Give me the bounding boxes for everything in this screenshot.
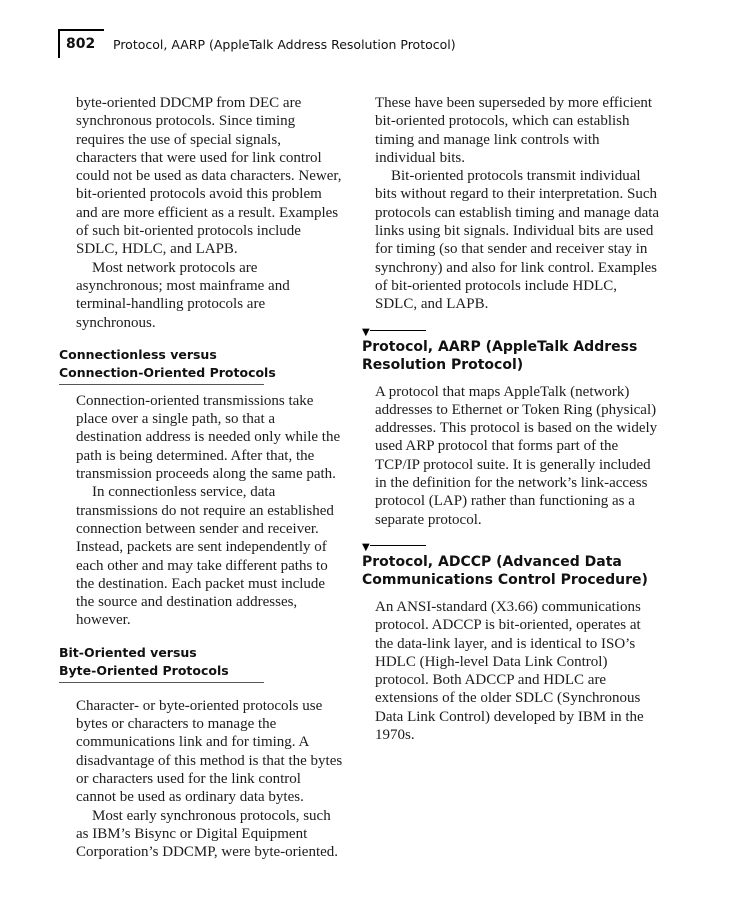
left-column [59, 94, 344, 861]
entry-heading [362, 553, 662, 590]
section-heading-rule [59, 682, 264, 683]
entry-body [362, 598, 662, 744]
section-heading-rule [59, 384, 264, 385]
paragraph: Most early synchronous protocols, such as IBM’s Bisync or Digital Equipment Corporation’s DDCMP, were byte-oriented. [76, 807, 339, 861]
paragraph: byte-oriented DDCMP from DEC are synchronous protocols. Since timing requires the use of special signals, characters that were used for link control could not be used as data characters. Newer, bit-oriented protocols avoid this problem and are more efficient as a result. Examples of such bit-oriented protocols include SDLC, HDLC, and LAPB. [76, 95, 342, 258]
right-intro [362, 94, 662, 314]
entry-marker-rule [370, 330, 426, 331]
entry-body [362, 383, 662, 529]
section-body [59, 392, 344, 630]
right-column [362, 94, 662, 744]
entry-heading-line2: Communications Control Procedure) [362, 572, 648, 589]
paragraph: A protocol that maps AppleTalk (network) addresses to Ethernet or Token Ring (physical) addresses. This protocol is based on the widely used ARP protocol that forms part of the TCP/IP protocol suite. It is generally included in the definition for the network’s link-access protocol (LAP) rather than functioning as a separate protocol. [375, 383, 658, 528]
triangle-down-icon: ▼ [362, 541, 370, 553]
entry-heading-line1: Protocol, ADCCP (Advanced Data [362, 553, 622, 570]
paragraph: In connectionless service, data transmissions do not require an established connection between sender and receiver. Instead, packets are sent independently of each other and may take different paths to the destination. Each packet must include the source and destination addresses, however. [76, 484, 334, 629]
section-bit-oriented [59, 644, 344, 862]
paragraph: Character- or byte-oriented protocols use bytes or characters to manage the communications link and for timing. A disadvantage of this method is that the bytes or characters used for the link control cannot be used as ordinary data bytes. [76, 697, 343, 806]
paragraph: An ANSI-standard (X3.66) communications protocol. ADCCP is bit-oriented, operates at the data-link layer, and is identical to ISO’s HDLC (High-level Data Link Control) protocol. Both ADCCP and HDLC are extensions of the older SDLC (Synchronous Data Link Control) developed by IBM in the 1970s. [375, 598, 644, 744]
paragraph: Connection-oriented transmissions take place over a single path, so that a destination address is needed only while the path is being determined. After that, the transmission proceeds along the same path. [76, 392, 341, 483]
entry-marker-rule [370, 545, 426, 546]
running-head: Protocol, AARP (AppleTalk Address Resolution Protocol) [113, 37, 456, 52]
entry-heading-line1: Protocol, AARP (AppleTalk Address [362, 338, 638, 355]
section-heading [59, 644, 344, 681]
entry-marker [362, 543, 662, 553]
entry-adccp [362, 543, 662, 744]
entry-heading [362, 338, 662, 375]
left-intro [59, 94, 344, 332]
paragraph: These have been superseded by more efficient bit-oriented protocols, which can establish timing and manage link controls with individual bits. [375, 95, 653, 166]
section-heading-line1: Connectionless versus [59, 346, 217, 362]
header-rule-horizontal [58, 29, 104, 31]
section-heading-line1: Bit-Oriented versus [59, 644, 197, 660]
entry-aarp [362, 328, 662, 529]
entry-marker [362, 328, 662, 338]
section-heading [59, 346, 344, 383]
paragraph: Bit-oriented protocols transmit individual bits without regard to their interpretation. Such protocols can establish timing and manage data links using bit signals. Individual bits are used for timing (so that sender and receiver stay in synchrony) and also for link control. Examples of bit-oriented protocols include HDLC, SDLC, and LAPB. [375, 168, 660, 313]
entry-heading-line2: Resolution Protocol) [362, 357, 524, 374]
section-heading-line2: Byte-Oriented Protocols [59, 663, 229, 679]
section-connectionless [59, 346, 344, 630]
section-body [59, 697, 344, 862]
paragraph: Most network protocols are asynchronous; most mainframe and terminal-handling protocols are synchronous. [76, 259, 290, 331]
header-rule-vertical [58, 29, 60, 58]
section-heading-line2: Connection-Oriented Protocols [59, 365, 276, 381]
triangle-down-icon: ▼ [362, 326, 370, 338]
page-number: 802 [66, 36, 96, 52]
